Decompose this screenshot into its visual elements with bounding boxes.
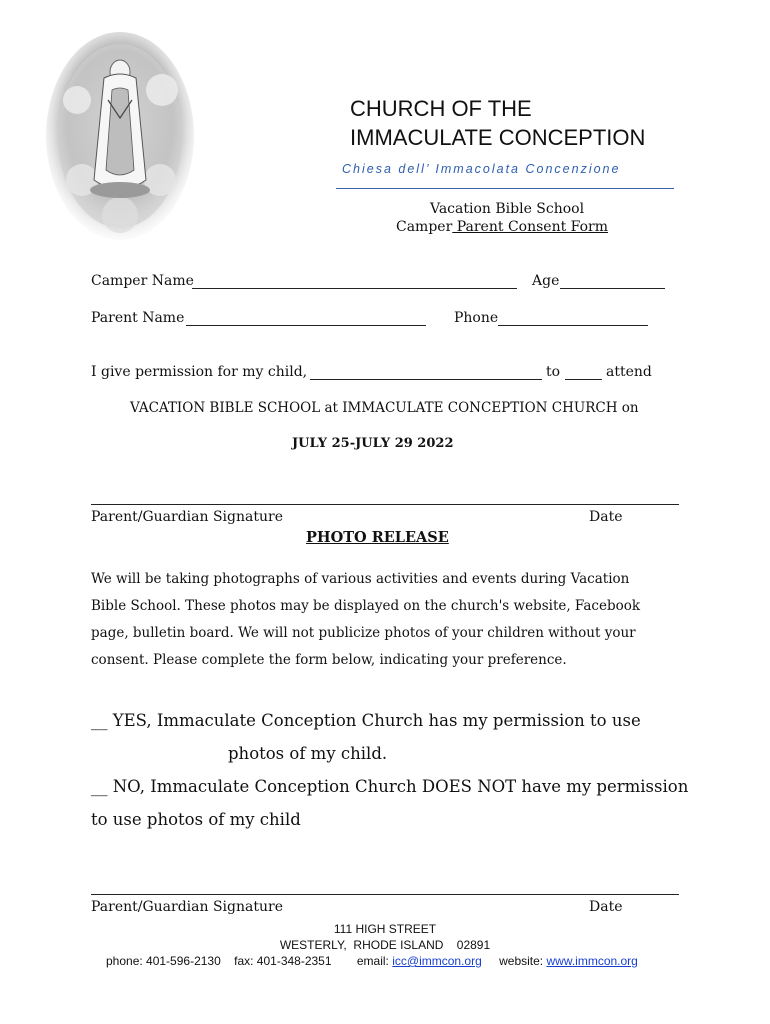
footer-email-label: email: — [356, 954, 389, 968]
photo-release-heading: PHOTO RELEASE — [306, 529, 449, 546]
date-label-2: Date — [589, 899, 623, 915]
church-title-line1: CHURCH OF THE — [350, 96, 532, 121]
photo-paragraph-line: page, bulletin board. We will not publicize photos of your children without your — [91, 625, 636, 641]
signature-line-2[interactable] — [91, 894, 679, 895]
italian-church-name: Chiesa dell’ Immacolata Concenzione — [342, 162, 621, 176]
signature-line-1[interactable] — [91, 504, 679, 505]
signature-label-2: Parent/Guardian Signature — [91, 899, 283, 915]
child-name-field[interactable] — [310, 379, 542, 380]
phone-label: Phone — [454, 310, 499, 326]
parent-name-label: Parent Name — [91, 310, 185, 326]
church-title-line2: IMMACULATE CONCEPTION — [350, 125, 646, 150]
permission-line2: VACATION BIBLE SCHOOL at IMMACULATE CONCEPTION CHURCH on — [130, 400, 639, 416]
date-label-1: Date — [589, 509, 623, 525]
photo-paragraph-line: We will be taking photographs of various activities and events during Vacation — [91, 571, 630, 587]
age-label: Age — [532, 273, 560, 289]
signature-label-1: Parent/Guardian Signature — [91, 509, 283, 525]
madonna-portrait-icon — [42, 30, 198, 242]
form-subtitle-line1: Vacation Bible School — [430, 201, 585, 217]
form-subtitle-line2 — [396, 219, 608, 235]
no-option-line2: to use photos of my child — [91, 810, 301, 829]
parent-name-field[interactable] — [186, 325, 426, 326]
permission-text-a: I give permission for my child, — [91, 364, 308, 380]
yes-option-line2: photos of my child. — [228, 744, 388, 763]
phone-field[interactable] — [498, 325, 648, 326]
footer-website-label: website: — [499, 954, 544, 968]
footer-contact — [106, 954, 638, 968]
header-divider — [336, 188, 674, 189]
event-dates: JULY 25-JULY 29 2022 — [292, 436, 454, 451]
photo-paragraph-line: consent. Please complete the form below, indicating your preference. — [91, 652, 567, 668]
form-subtitle-rest: Parent Consent Form — [452, 219, 609, 235]
age-field[interactable] — [560, 288, 665, 289]
no-option-line1[interactable]: __ NO, Immaculate Conception Church DOES NOT have my permission — [91, 777, 689, 796]
footer-city: WESTERLY, RHODE ISLAND 02891 — [279, 938, 491, 952]
permission-text-b: to — [546, 364, 561, 380]
footer-fax: fax: 401-348-2351 — [234, 954, 332, 968]
email-link[interactable]: icc@immcon.org — [392, 954, 482, 968]
photo-paragraph-line: Bible School. These photos may be displayed on the church's website, Facebook — [91, 598, 641, 614]
camper-name-label: Camper Name — [91, 273, 194, 289]
footer-phone: phone: 401-596-2130 — [106, 954, 221, 968]
grade-field[interactable] — [565, 379, 602, 380]
form-subtitle-prefix: Camper — [396, 219, 453, 235]
footer-street: 111 HIGH STREET — [333, 922, 437, 936]
yes-option-line1[interactable]: __ YES, Immaculate Conception Church has my permission to use — [91, 711, 641, 730]
website-link[interactable]: www.immcon.org — [546, 954, 638, 968]
permission-text-c: attend — [606, 364, 652, 380]
camper-name-field[interactable] — [192, 288, 517, 289]
